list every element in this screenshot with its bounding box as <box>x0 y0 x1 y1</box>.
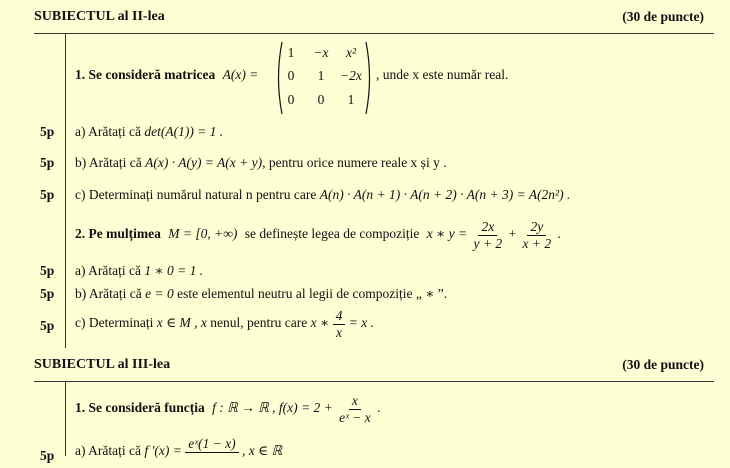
problem-1-intro: 1. Se consideră matricea A(x) = <box>75 67 259 82</box>
problem-1a: a) Arătați că det(A(1)) = 1 . <box>75 124 224 139</box>
score-label: 5p <box>40 448 55 463</box>
matrix-cell: 0 <box>287 92 295 107</box>
problem-3-intro: 1. Se consideră funcția f : ℝ → ℝ , f(x) = 2 + $\frac{x}{\text{eˣ − x}}$ . <box>75 393 381 425</box>
problem-2b: b) Arătați că e = 0 este elementul neutru al legii de compoziție „ ∗ ”. <box>75 286 448 301</box>
matrix-cell: x² <box>345 45 357 60</box>
score-column-line <box>65 33 66 348</box>
fraction: $\frac{4}{x}$ <box>333 308 346 340</box>
matrix <box>274 40 374 116</box>
section-points: (30 de puncte) <box>622 357 704 372</box>
score-label: 5p <box>40 124 55 139</box>
section-points: (30 de puncte) <box>622 9 704 24</box>
problem-1c: c) Determinați numărul natural n pentru care A(n) · A(n + 1) · A(n + 2) · A(n + 3) = A(2n²) . <box>75 187 571 202</box>
matrix-cell: −2x <box>340 68 362 83</box>
score-column-line <box>65 381 66 456</box>
section-title: SUBIECTUL al III-lea <box>34 357 171 372</box>
fraction: $\frac{x}{\text{eˣ − x}}$ <box>339 393 371 425</box>
matrix-cell: 1 <box>317 68 325 83</box>
problem-2c: c) Determinați x ∈ M , x nenul, pentru care x ∗ $\frac{4}{x}$ = x . <box>75 308 374 340</box>
fraction: $\frac{2x}{y + 2}$ <box>473 219 503 251</box>
problem-3a-partial: a) Arătați că f ′(x) = eˣ(1 − x) , x ∈ ℝ <box>75 436 282 468</box>
section-title: SUBIECTUL al II-lea <box>34 9 165 24</box>
problem-1-intro-tail: , unde x este număr real. <box>376 67 509 82</box>
matrix-cell: 1 <box>287 45 295 60</box>
matrix-cell: 1 <box>347 92 355 107</box>
matrix-cell: −x <box>313 45 329 60</box>
matrix-cell: 0 <box>317 92 325 107</box>
problem-1b: b) Arătați că A(x) · A(y) = A(x + y), pentru orice numere reale x și y . <box>75 155 447 170</box>
matrix-cell: 0 <box>287 68 295 83</box>
score-label: 5p <box>40 318 55 333</box>
score-label: 5p <box>40 187 55 202</box>
problem-2-intro: 2. Pe mulțimea M = [0, +∞) se definește legea de compoziție x ∗ y = $\frac{2x}{y + 2}$ + $\frac{2y}{x + 2}$ . <box>75 219 561 251</box>
problem-2a: a) Arătați că 1 ∗ 0 = 1 . <box>75 263 204 278</box>
score-label: 5p <box>40 286 55 301</box>
divider <box>34 33 714 34</box>
score-label: 5p <box>40 263 55 278</box>
divider <box>34 381 714 382</box>
score-label: 5p <box>40 155 55 170</box>
fraction: eˣ(1 − x) <box>185 436 238 468</box>
fraction: $\frac{2y}{x + 2}$ <box>522 219 552 251</box>
